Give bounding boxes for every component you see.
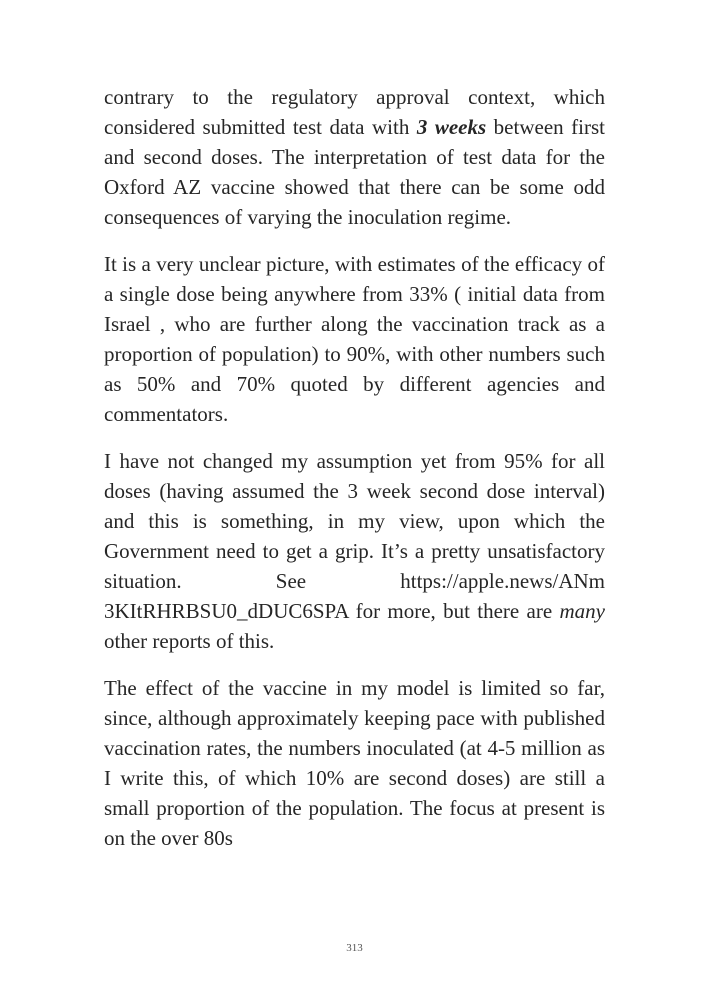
paragraph-3-text-start: I have not changed my assumption yet from 95% for all doses (having assumed the 3 week second dose interval) and this is something, in my view, upon which the Government need to get a grip. It’s a pretty unsatisfactory situation. See https://apple.news/ANm 3KItRHRBSU0_dDUC6SPA for more, but there are — [104, 449, 605, 623]
paragraph-1-text-end: between first and second doses. The interpretation of test data for the Oxford AZ vaccine showed that there can be some odd consequences of varying the inoculation regime. — [104, 115, 605, 229]
page-number: 313 — [346, 942, 363, 954]
paragraph-3 — [104, 446, 605, 656]
paragraph-1-text-start: contrary to the regulatory approval context, which considered submitted test data with — [104, 85, 605, 139]
emphasis-3-weeks: 3 weeks — [416, 115, 487, 139]
paragraph-1 — [104, 82, 605, 232]
paragraph-2: It is a very unclear picture, with estimates of the efficacy of a single dose being anywhere from 33% ( initial data from Israel , who are further along the vaccination track as a proportion of population) to 90%, with other numbers such as 50% and 70% quoted by different agencies and commentators. — [104, 252, 605, 426]
body-text — [104, 82, 605, 870]
paragraph-3-text-end: other reports of this. — [104, 629, 275, 653]
emphasis-many: many — [559, 599, 605, 623]
paragraph-4: The effect of the vaccine in my model is limited so far, since, although approximately keeping pace with published vaccination rates, the numbers inoculated (at 4-5 million as I write this, of which 10% are second doses) are still a small proportion of the population. The focus at present is on the over 80s — [104, 676, 605, 850]
